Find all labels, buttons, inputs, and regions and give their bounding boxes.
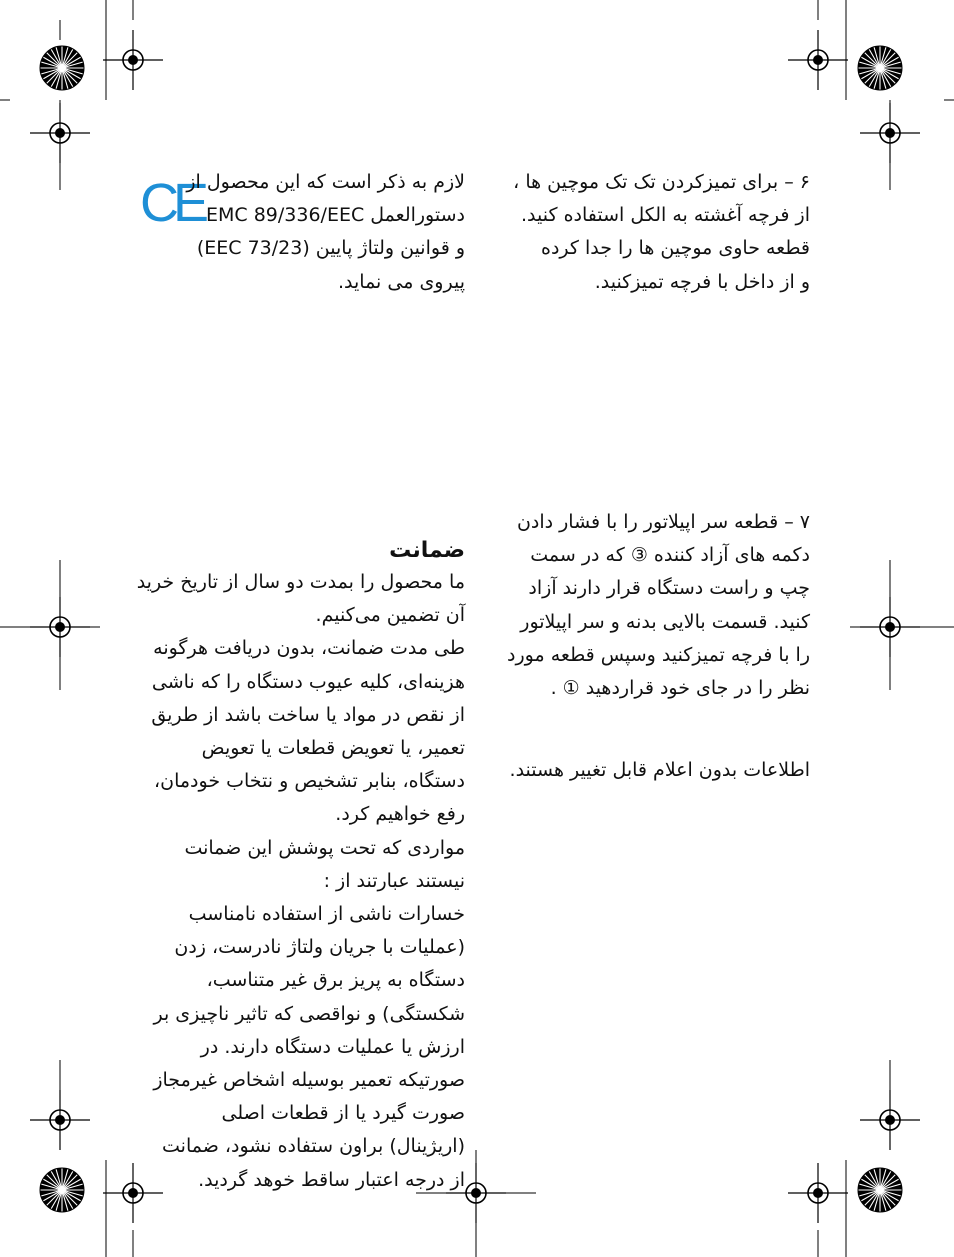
guarantee-line: رفع خواهیم کرد. <box>335 803 465 826</box>
guarantee-text <box>120 566 465 1197</box>
step-7-line: دکمه های آزاد کننده ③ که در سمت <box>530 544 810 567</box>
guarantee-line: شکستگی) و نواقصی که تاثیر ناچیزی بر <box>153 1002 465 1025</box>
step-6-line: قطعه حاوی موچین ها را جدا کرده <box>541 237 810 260</box>
ce-compliance-statement <box>186 166 465 299</box>
guarantee-line: ما محصول را بمدت دو سال از تاریخ خرید <box>136 571 465 593</box>
cleaning-instructions-column <box>470 166 810 781</box>
step-6-line: از فرچه آغشته به الکل استفاده کنید. <box>521 204 810 227</box>
step-7-line: ۷ – قطعه سر اپیلاتور را با فشار دادن <box>516 511 810 533</box>
guarantee-line: از نقص در مواد یا ساخت باشد از طریق <box>151 703 465 726</box>
ce-statement-line: و قوانین ولتاژ پایین (73/23 EEC) <box>196 237 465 260</box>
step-7-line: کنید. قسمت بالایی بدنه و سر اپیلاتور <box>520 610 810 633</box>
ce-statement-line: پیروی می نماید. <box>337 270 465 293</box>
guarantee-line: آن تضمین می‌کنیم. <box>315 604 465 627</box>
step-6 <box>470 166 810 299</box>
guarantee-line: ارزش یا عملیات دستگاه دارند. در <box>200 1035 465 1058</box>
ce-statement-line: لازم به ذکر است که این محصول از <box>186 171 465 193</box>
step-7-line: چپ و راست دستگاه قرار دارند آزاد <box>528 577 810 600</box>
guarantee-line: از درجه اعتبار ساقط خوهد گردید. <box>198 1168 465 1191</box>
compliance-guarantee-column <box>120 166 465 1191</box>
guarantee-line: صورت گیرد یا از قطعات اصلی <box>221 1102 465 1125</box>
change-notice-text: اطلاعات بدون اعلام قابل تغییر هستند. <box>509 759 810 781</box>
step-6-line: ۶ – برای تمیزکردن تک تک موچین ها ، <box>513 171 810 193</box>
guarantee-heading: ضمانت <box>389 538 465 563</box>
step-7 <box>470 506 810 705</box>
guarantee-line: هزینه‌ای، کلیه عیوب دستگاه را که ناشی <box>151 670 465 693</box>
guarantee-line: (اریژینال) براون ستفاده نشود، ضمانت <box>162 1135 465 1158</box>
guarantee-line: مواردی که تحت پوشش این ضمانت <box>184 836 465 859</box>
guarantee-line: دستگاه، بنابر تشخیص و نتخاب خودمان، <box>154 770 465 793</box>
guarantee-line: نیستند عبارتند از : <box>323 869 465 892</box>
guarantee-line: تعمیر، یا تعویض قطعات یا تعویض <box>201 737 465 760</box>
guarantee-line: (عملیات با جریان ولتاژ نادرست، زدن <box>174 936 465 959</box>
guarantee-line: طی مدت ضمانت، بدون دریافت هرگونه <box>153 637 465 660</box>
guarantee-line: صورتیکه تعمیر بوسیله اشخاص غیرمجاز <box>153 1069 465 1092</box>
ce-statement-line: دستورالعمل EMC 89/336/EEC <box>206 204 465 227</box>
ce-mark-logo: CE <box>140 173 204 233</box>
guarantee-line: خسارات ناشی از استفاده نامناسب <box>188 903 465 926</box>
step-6-line: و از داخل با فرچه تمیزکنید. <box>594 270 810 293</box>
step-7-line: را با فرچه تمیزکنید وسپس قطعه مورد <box>507 643 810 666</box>
guarantee-line: دستگاه به پریز برق غیر متناسب، <box>206 969 465 992</box>
step-7-line: نظر را در جای خود قراردهید ① . <box>550 677 810 700</box>
change-notice <box>470 754 810 787</box>
